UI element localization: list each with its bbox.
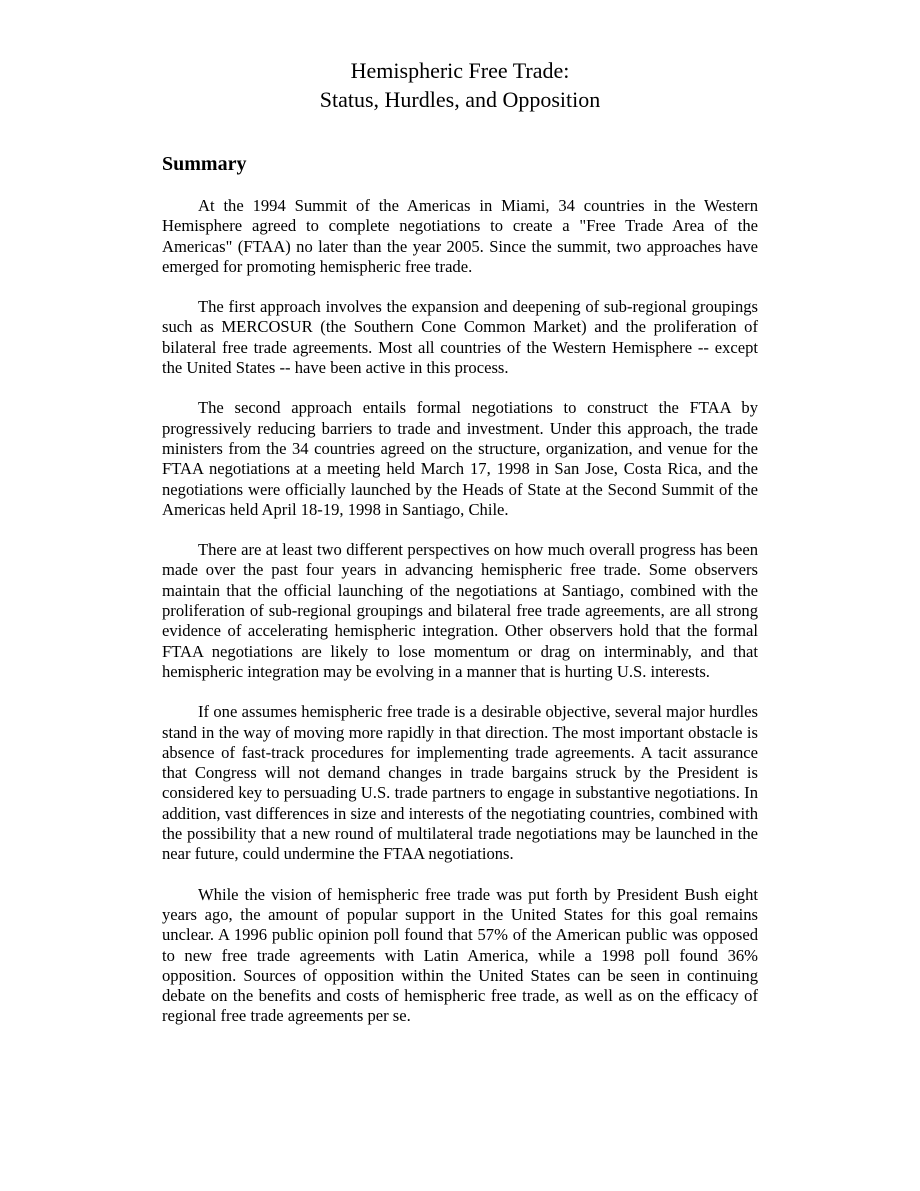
paragraph-3: The second approach entails formal negotiations to construct the FTAA by progressively reducing barriers to trade and investment. Under this approach, the trade ministers from the 34 countries agreed on the structure, organization, and venue for the FTAA negotiations at a meeting held March 17, 1998 in San Jose, Costa Rica, and the negotiations were officially launched by the Heads of State at the Second Summit of the Americas held April 18-19, 1998 in Santiago, Chile. bbox=[162, 398, 758, 519]
document-title bbox=[0, 56, 920, 114]
paragraph-1: At the 1994 Summit of the Americas in Miami, 34 countries in the Western Hemisphere agreed to complete negotiations to create a "Free Trade Area of the Americas" (FTAA) no later than the year 2005. Since the summit, two approaches have emerged for promoting hemispheric free trade. bbox=[162, 196, 758, 276]
paragraph-2: The first approach involves the expansion and deepening of sub-regional groupings such as MERCOSUR (the Southern Cone Common Market) and the proliferation of bilateral free trade agreements. Most all countries of the Western Hemisphere -- except the United States -- have been active in this process. bbox=[162, 297, 758, 378]
title-line-2: Status, Hurdles, and Opposition bbox=[319, 87, 601, 112]
section-heading-summary: Summary bbox=[162, 153, 247, 175]
paragraph-4: There are at least two different perspectives on how much overall progress has been made over the past four years in advancing hemispheric free trade. Some observers maintain that the official launching of the negotiations at Santiago, combined with the proliferation of sub-regional groupings and bilateral free trade agreements, are all strong evidence of accelerating hemispheric integration. Other observers hold that the formal FTAA negotiations are likely to lose momentum or drag on interminably, and that hemispheric integration may be evolving in a manner that is hurting U.S. interests. bbox=[162, 540, 758, 681]
title-line-1: Hemispheric Free Trade: bbox=[350, 58, 570, 83]
paragraph-5: If one assumes hemispheric free trade is a desirable objective, several major hurdles stand in the way of moving more rapidly in that direction. The most important obstacle is absence of fast-track procedures for implementing trade agreements. A tacit assurance that Congress will not demand changes in trade bargains struck by the President is considered key to persuading U.S. trade partners to engage in substantive negotiations. In addition, vast differences in size and interests of the negotiating countries, combined with the possibility that a new round of multilateral trade negotiations may be launched in the near future, could undermine the FTAA negotiations. bbox=[162, 702, 758, 864]
summary-body bbox=[162, 196, 758, 1047]
paragraph-6: While the vision of hemispheric free trade was put forth by President Bush eight years ago, the amount of popular support in the United States for this goal remains unclear. A 1996 public opinion poll found that 57% of the American public was opposed to new free trade agreements with Latin America, while a 1998 poll found 36% opposition. Sources of opposition within the United States can be seen in continuing debate on the benefits and costs of hemispheric free trade, as well as on the efficacy of regional free trade agreements per se. bbox=[162, 884, 758, 1026]
